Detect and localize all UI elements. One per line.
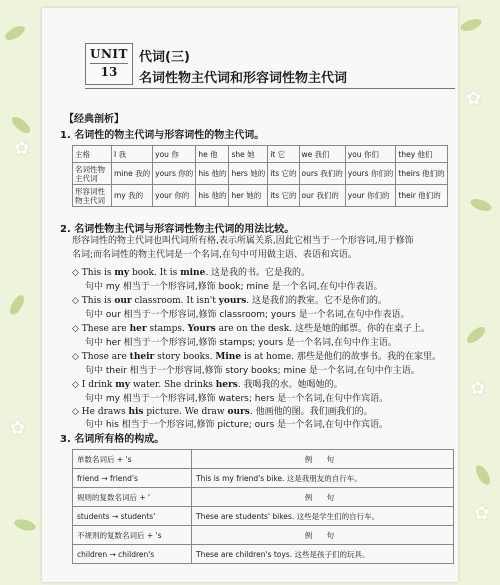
- example-cell: These are students' bikes. 这些是学生们的自行车。: [192, 507, 454, 526]
- rule-cell: 不规则的复数名词后 + 's: [73, 526, 192, 545]
- intro-paragraph: [72, 234, 452, 262]
- table-cell: its 它的: [268, 185, 299, 207]
- leaf-decoration: [469, 197, 493, 214]
- table-cell: she 她: [229, 146, 268, 163]
- example-sentence: [72, 321, 430, 334]
- leaf-decoration: [9, 114, 32, 136]
- example-keyword: my: [115, 380, 131, 390]
- table-row: [73, 526, 454, 545]
- table-cell: your 你的: [153, 185, 196, 207]
- row-header: [73, 185, 112, 207]
- example-text: are on the desk. 这些是她的邮票。你的在桌子上。: [215, 324, 430, 334]
- example-sentence: [72, 293, 387, 306]
- unit-badge: [85, 43, 133, 85]
- example-keyword: yours: [218, 296, 247, 306]
- table-cell: mine 我的: [112, 163, 153, 185]
- table-cell: his 他的: [196, 163, 229, 185]
- example-sentence: [72, 265, 310, 278]
- table-row: [73, 185, 448, 207]
- table-cell: our 我们的: [299, 185, 345, 207]
- example-sentence: [72, 349, 441, 362]
- table-row: [73, 507, 454, 526]
- table-cell: I 我: [112, 146, 153, 163]
- example-keyword: her: [129, 324, 147, 334]
- example-text: ◇ I drink: [72, 380, 116, 390]
- example-text: stamps.: [146, 324, 188, 334]
- rule-cell: children → children's: [73, 545, 192, 564]
- table-row: [73, 163, 448, 185]
- flower-decoration: ✿: [10, 418, 26, 439]
- example-text: book. It is: [129, 268, 181, 278]
- leaf-decoration: [473, 463, 493, 487]
- table-cell: my 我的: [112, 185, 153, 207]
- example-text: classroom. It isn't: [131, 296, 219, 306]
- table-cell: they 他们: [396, 146, 447, 163]
- section-1-heading: 1. 名词性的物主代词与形容词性的物主代词。: [60, 130, 265, 141]
- example-note: 句中 his 相当于一个形容词,修饰 picture; ours 是一个名词,在句中作宾语。: [85, 420, 388, 430]
- example-keyword: hers: [215, 380, 238, 390]
- example-text: . 这是我的书。它是我的。: [205, 268, 311, 278]
- table-cell: his 他的: [196, 185, 229, 207]
- example-keyword: their: [129, 352, 155, 362]
- example-header-cell: 例 句: [192, 526, 454, 545]
- table-row: [73, 469, 454, 488]
- example-header-cell: 例 句: [192, 450, 454, 469]
- row-header: [73, 163, 112, 185]
- table-cell: it 它: [268, 146, 299, 163]
- example-text: picture. We draw: [143, 407, 228, 417]
- table-cell: her 她的: [229, 185, 268, 207]
- table-row: [73, 450, 454, 469]
- example-cell: These are children's toys. 这些是孩子们的玩具。: [192, 545, 454, 564]
- intro-line: 形容词性的物主代词也叫代词所有格,表示所属关系,因此它相当于一个形容词,用于修饰: [72, 236, 414, 246]
- example-header-cell: 例 句: [192, 488, 454, 507]
- table-cell: theirs 他们的: [396, 163, 447, 185]
- table-row: [73, 545, 454, 564]
- example-keyword: our: [114, 296, 132, 306]
- example-text: is at home. 那些是他们的故事书。我的在家里。: [241, 352, 441, 362]
- flower-decoration: ✿: [474, 503, 490, 524]
- example-text: ◇ These are: [72, 324, 130, 334]
- example-note: 句中 my 相当于一个形容词,修饰 waters; hers 是一个名词,在句中作宾语。: [85, 394, 389, 404]
- table-cell: hers 她的: [229, 163, 268, 185]
- leaf-decoration: [459, 17, 483, 34]
- page-subtitle: 名词性物主代词和形容词性物主代词: [139, 71, 348, 86]
- flower-decoration: ✿: [470, 378, 486, 399]
- leaf-decoration: [7, 293, 27, 317]
- table-cell: its 它的: [268, 163, 299, 185]
- section-3-heading: 3. 名词所有格的构成。: [60, 434, 165, 445]
- row-header: 主格: [73, 146, 112, 163]
- table-cell: your 你们的: [345, 185, 396, 207]
- example-sentence: [72, 404, 373, 417]
- section-tag: 【经典剖析】: [64, 114, 124, 125]
- flower-decoration: ✿: [14, 138, 30, 159]
- example-note: 句中 our 相当于一个形容词,修饰 classroom; yours 是一个名词,在句中作表语。: [85, 310, 410, 320]
- example-note: 句中 their 相当于一个形容词,修饰 story books; mine 是一个名词,在句中作主语。: [85, 366, 420, 376]
- title-divider: [85, 88, 455, 89]
- example-note: 句中 her 相当于一个形容词,修饰 stamps; yours 是一个名词,在句中作主语。: [85, 338, 397, 348]
- example-text: ◇ He draws: [72, 407, 129, 417]
- table-cell: their 他们的: [396, 185, 447, 207]
- example-sentence: [72, 377, 343, 390]
- rule-cell: 单数名词后 + 's: [73, 450, 192, 469]
- example-keyword: his: [128, 407, 144, 417]
- leaf-decoration: [3, 23, 27, 43]
- example-note: 句中 my 相当于一个形容词,修饰 book; mine 是一个名词,在句中作表语。: [85, 282, 383, 292]
- flower-decoration: ✿: [466, 88, 482, 109]
- row-header-text: 形容词性物主代词: [75, 186, 105, 205]
- example-text: water. She drinks: [130, 380, 216, 390]
- example-text: . 我喝我的水。她喝她的。: [237, 380, 343, 390]
- example-cell: This is my friend's bike. 这是我朋友的自行车。: [192, 469, 454, 488]
- unit-label: UNIT: [90, 47, 128, 61]
- example-text: ◇ This is: [72, 296, 115, 306]
- rule-cell: friend → friend's: [73, 469, 192, 488]
- example-keyword: Yours: [187, 324, 216, 334]
- unit-number: 13: [90, 63, 128, 79]
- example-text: story books.: [154, 352, 216, 362]
- row-header-text: 名词性物主代词: [75, 164, 105, 183]
- table-row: [73, 488, 454, 507]
- section-2-heading: 2. 名词性物主代词与形容词性物主代词的用法比较。: [60, 224, 295, 235]
- document-page: [42, 8, 458, 582]
- table-cell: you 你们: [345, 146, 396, 163]
- table-cell: yours 你的: [153, 163, 196, 185]
- table-cell: we 我们: [299, 146, 345, 163]
- example-text: . 他画他的图。我们画我们的。: [249, 407, 373, 417]
- example-keyword: mine: [180, 268, 206, 278]
- example-keyword: Mine: [215, 352, 242, 362]
- table-cell: yours 你们的: [345, 163, 396, 185]
- leaf-decoration: [13, 517, 37, 532]
- table-cell: you 你: [153, 146, 196, 163]
- pronoun-table: [72, 145, 448, 207]
- example-keyword: ours: [227, 407, 250, 417]
- example-text: . 这是我们的教室。它不是你们的。: [246, 296, 387, 306]
- intro-line: 名词;而名词性的物主代词是一个名词,在句中可用做主语、表语和宾语。: [72, 250, 357, 260]
- table-cell: ours 我们的: [299, 163, 345, 185]
- table-row: [73, 146, 448, 163]
- table-cell: he 他: [196, 146, 229, 163]
- example-text: ◇ This is: [72, 268, 115, 278]
- possessive-table: [72, 449, 454, 564]
- example-text: ◇ Those are: [72, 352, 130, 362]
- example-keyword: my: [114, 268, 130, 278]
- rule-cell: 规则的复数名词后 + ': [73, 488, 192, 507]
- page-title: 代词(三): [139, 50, 190, 65]
- leaf-decoration: [464, 324, 487, 346]
- rule-cell: students → students': [73, 507, 192, 526]
